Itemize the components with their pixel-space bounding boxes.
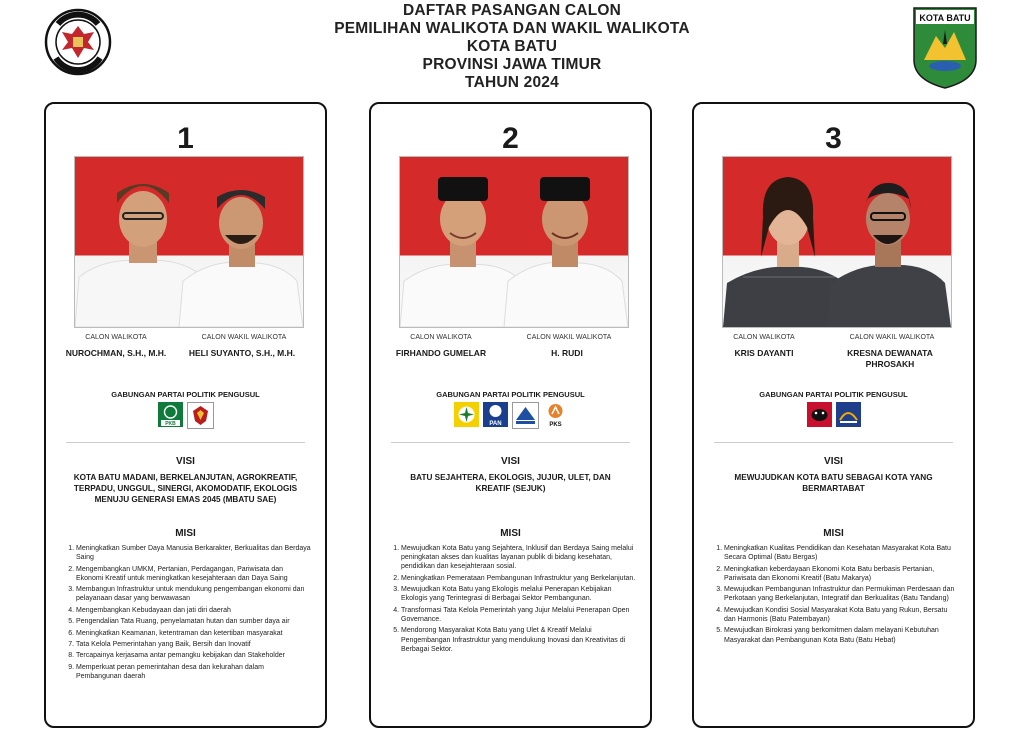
- visi-text: KOTA BATU MADANI, BERKELANJUTAN, AGROKREATIF, TERPADU, UNGGUL, SINERGI, AKOMODATIF, EKOLOGIS MENUJU GENERASI EMAS 2045 (MBATU SAE): [73, 473, 298, 504]
- party-logos: [371, 402, 650, 429]
- role-vice-mayor: CALON WAKIL WALIKOTA: [201, 334, 287, 341]
- pkb-logo-icon: [158, 402, 183, 427]
- misi-item: 4. Mengembangkan Kebudayaan dan jati diri daerah: [76, 606, 311, 615]
- candidate-card-1: [44, 102, 327, 728]
- svg-text:PKS: PKS: [548, 422, 562, 427]
- candidate-number: 3: [825, 122, 842, 155]
- pan-logo-icon: [483, 402, 508, 427]
- role-mayor: CALON WALIKOTA: [85, 334, 147, 341]
- candidate-photo: [74, 156, 304, 328]
- visi-title: VISI: [501, 456, 520, 467]
- misi-item: 7. Tata Kelola Pemerintahan yang Baik, Bersih dan Inovatif: [76, 640, 311, 649]
- candidate-card-3: [692, 102, 975, 728]
- misi-item: 2. Meningkatkan Pemerataan Pembangunan Infrastruktur yang Berkelanjutan.: [401, 574, 636, 583]
- misi-title: MISI: [823, 528, 844, 539]
- page-header: [0, 2, 1024, 92]
- misi-item: 5. Pengendalian Tata Ruang, penyelamatan hutan dan sumber daya air: [76, 617, 311, 626]
- candidate-photo: [399, 156, 629, 328]
- golkar-logo-icon: [454, 402, 479, 427]
- visi-title: VISI: [824, 456, 843, 467]
- misi-item: 5. Mendorong Masyarakat Kota Batu yang Ulet & Kreatif Melalui Pengembangan Infrastruktur yang mendukung Inovasi dan Kreativitas di Berbagai Sektor.: [401, 626, 636, 654]
- title-line-1: DAFTAR PASANGAN CALON: [402, 2, 622, 19]
- misi-item: 5. Mewujudkan Birokrasi yang berkomitmen dalam melayani Kebutuhan Masyarakat dan Pembangunan Kota Batu (Batu Hebat): [724, 626, 959, 644]
- party-logos: [46, 402, 325, 429]
- role-vice-mayor: CALON WAKIL WALIKOTA: [849, 334, 935, 341]
- role-mayor: CALON WALIKOTA: [410, 334, 472, 341]
- misi-item: 3. Membangun Infrastruktur untuk mendukung pengembangan ekonomi dan pelayanaan dasar yang berwawasan: [76, 585, 311, 603]
- demokrat-logo-icon: [512, 402, 539, 429]
- svg-text:PKB: PKB: [164, 421, 176, 427]
- misi-list: [64, 544, 311, 683]
- kota-batu-crest: [910, 4, 980, 90]
- person-right: [827, 183, 951, 327]
- misi-list: [712, 544, 959, 647]
- visi-text: MEWUJUDKAN KOTA BATU SEBAGAI KOTA YANG BERMARTABAT: [734, 473, 933, 493]
- role-mayor: CALON WALIKOTA: [733, 334, 795, 341]
- candidate-number: 1: [177, 122, 194, 155]
- person-right: [504, 177, 628, 327]
- divider: [714, 442, 953, 443]
- candidate-number: 2: [502, 122, 519, 155]
- nasdem-logo-icon: [836, 402, 861, 427]
- person-right: [179, 190, 303, 327]
- coalition-label: GABUNGAN PARTAI POLITIK PENGUSUL: [759, 390, 908, 399]
- vice-mayor-name: KRESNA DEWANATA PHROSAKH: [847, 348, 933, 369]
- misi-item: 4. Transformasi Tata Kelola Pemerintah yang Jujur Melalui Penerapan Open Governance.: [401, 606, 636, 624]
- divider: [66, 442, 305, 443]
- divider: [391, 442, 630, 443]
- party-logos: [694, 402, 973, 427]
- misi-item: 1. Meningkatkan Sumber Daya Manusia Berkarakter, Berkualitas dan Berdaya Saing: [76, 544, 311, 562]
- misi-title: MISI: [175, 528, 196, 539]
- kpu-logo: [44, 8, 112, 76]
- candidate-photo: [722, 156, 952, 328]
- visi-title: VISI: [176, 456, 195, 467]
- role-vice-mayor: CALON WAKIL WALIKOTA: [526, 334, 612, 341]
- svg-text:KOTA BATU: KOTA BATU: [919, 13, 971, 23]
- misi-item: 4. Mewujudkan Kondisi Sosial Masyarakat Kota Batu yang Rukun, Bersatu dan Harmonis (Batu Patembayan): [724, 606, 959, 624]
- misi-title: MISI: [500, 528, 521, 539]
- svg-text:PAN: PAN: [488, 421, 502, 427]
- misi-item: 6. Meningkatkan Keamanan, ketentraman dan ketertiban masyarakat: [76, 629, 311, 638]
- misi-item: 3. Mewujudkan Kota Batu yang Ekologis melalui Penerapan Kebijakan Ekologis yang Terintegrasi di Berbagai Sektor Pembangunan.: [401, 585, 636, 603]
- gerindra-logo-icon: [187, 402, 214, 429]
- misi-item: 8. Tercapainya kerjasama antar pemangku kebijakan dan Stakeholder: [76, 651, 311, 660]
- candidate-card-2: [369, 102, 652, 728]
- misi-item: 2. Meningkatkan keberdayaan Ekonomi Kota Batu berbasis Pertanian, Pariwisata dan Ekonomi Kreatif (Batu Makarya): [724, 565, 959, 583]
- title-line-4: PROVINSI JAWA TIMUR: [422, 56, 602, 73]
- misi-item: 3. Mewujudkan Pembangunan Infrastruktur dan Permukiman Perdesaan dan Perkotaan yang Berkelanjutan, Integratif dan Berkualitas (Batu Tandang): [724, 585, 959, 603]
- coalition-label: GABUNGAN PARTAI POLITIK PENGUSUL: [111, 390, 260, 399]
- title-line-3: KOTA BATU: [466, 38, 558, 55]
- title-line-2: PEMILIHAN WALIKOTA DAN WAKIL WALIKOTA: [334, 20, 690, 37]
- mayor-name: FIRHANDO GUMELAR: [395, 348, 487, 358]
- misi-item: 9. Memperkuat peran pemerintahan desa dan kelurahan dalam Pembangunan daerah: [76, 663, 311, 681]
- mayor-name: KRIS DAYANTI: [734, 348, 794, 358]
- visi-text: BATU SEJAHTERA, EKOLOGIS, JUJUR, ULET, DAN KREATIF (SEJUK): [410, 473, 611, 493]
- pdi-perjuangan-logo-icon: [807, 402, 832, 427]
- vice-mayor-name: HELI SUYANTO, S.H., M.H.: [188, 348, 296, 358]
- title-line-5: TAHUN 2024: [465, 74, 559, 91]
- misi-item: 1. Mewujudkan Kota Batu yang Sejahtera, Inklusif dan Berdaya Saing melalui peningkatan akses dan kualitas layanan publik di bidang kesehatan, pendidikan dan kesejahteraan sosial.: [401, 544, 636, 572]
- pks-logo-icon: [543, 402, 568, 427]
- mayor-name: NUROCHMAN, S.H., M.H.: [65, 348, 167, 358]
- misi-item: 2. Mengembangkan UMKM, Pertanian, Perdagangan, Pariwisata dan Ekonomi Kreatif untuk meningkatkan kesejahteraan dan Daya Saing: [76, 565, 311, 583]
- misi-item: 1. Meningkatkan Kualitas Pendidikan dan Kesehatan Masyarakat Kota Batu Secara Optimal (Batu Bergas): [724, 544, 959, 562]
- misi-list: [389, 544, 636, 656]
- vice-mayor-name: H. RUDI: [551, 348, 583, 358]
- coalition-label: GABUNGAN PARTAI POLITIK PENGUSUL: [436, 390, 585, 399]
